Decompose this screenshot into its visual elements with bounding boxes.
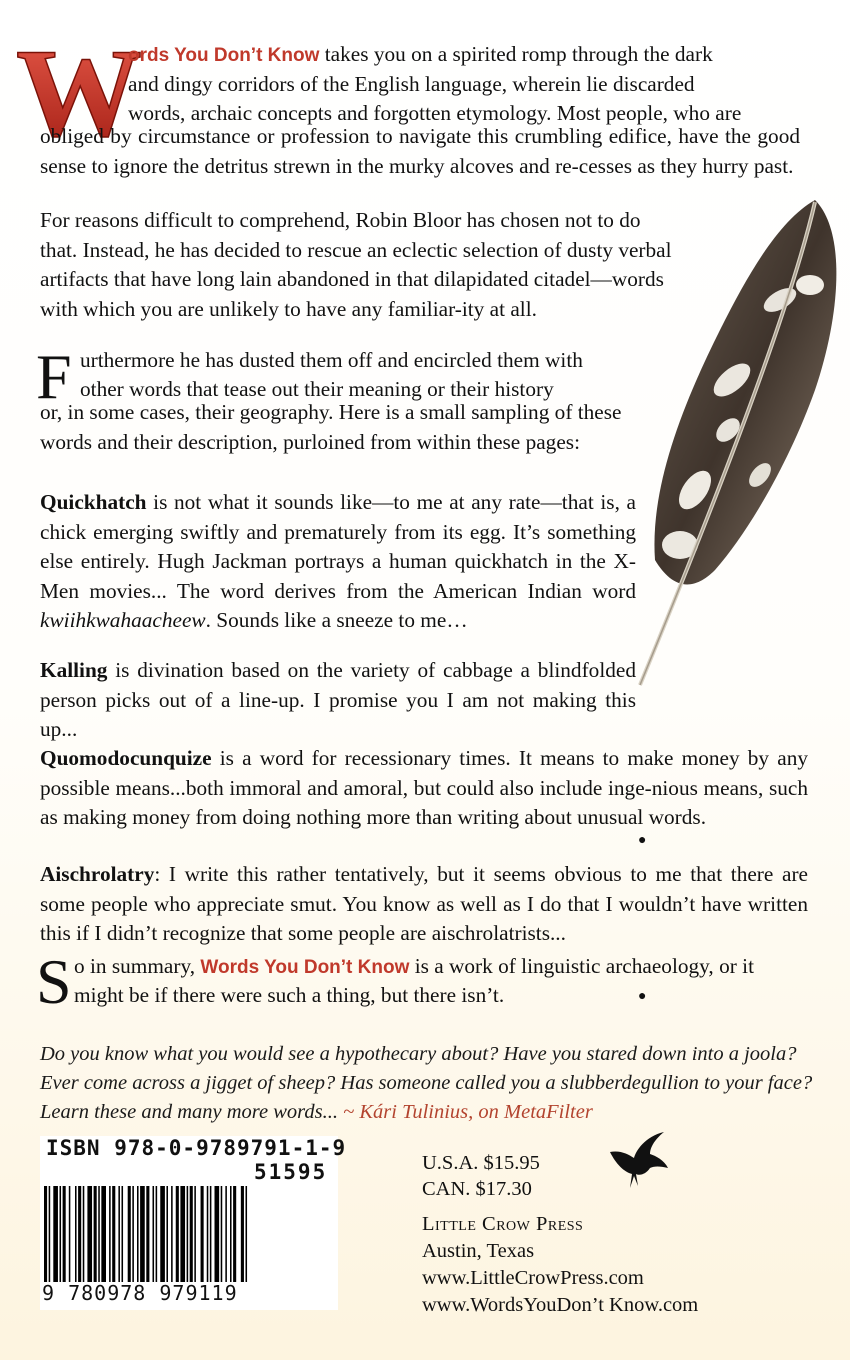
barcode-bar [241,1186,244,1282]
publisher-url[interactable]: www.LittleCrowPress.com [422,1267,644,1289]
summary-line-1: o in summary, Words You Don’t Know is a work of linguistic archaeology, or it [74,954,754,978]
para3-rest: or, in some cases, their geography. Here is a small sampling of these words and their description, purloined from within these pages: [40,400,622,454]
barcode-bar [210,1186,212,1282]
barcode-bar [98,1186,100,1282]
price-usa: U.S.A. $15.95 [422,1152,540,1174]
barcode-bar [190,1186,193,1282]
barcode-bar [146,1186,149,1282]
barcode-bar [156,1186,158,1282]
price-code: 51595 [254,1160,328,1184]
barcode-bar [132,1186,134,1282]
barcode-bar [49,1186,51,1282]
term-kalling: Kalling [40,658,108,682]
barcode-bars [40,1186,338,1286]
barcode-bar [176,1186,179,1282]
price-canada: CAN. $17.30 [422,1178,532,1200]
barcode-bar [118,1186,120,1282]
para3-line-1: urthermore he has dusted them off and encircled them with [80,348,583,372]
barcode-bar [215,1186,220,1282]
barcode-bar [233,1186,236,1282]
barcode-bar [63,1186,66,1282]
dropcap-f: F [36,341,72,412]
entry-quomodocunquize: Quomodocunquize is a word for recessionary times. It means to make money by any possible means...both immoral and amoral, but could also include inge-nious means, such as making money from doing nothing more than writing about unusual words. [40,746,808,830]
barcode-bar [246,1186,248,1282]
barcode-bar [53,1186,58,1282]
crow-logo-icon [606,1130,672,1192]
term-quomodocunquize: Quomodocunquize [40,746,212,770]
barcode-bar [44,1186,47,1282]
term-quickhatch: Quickhatch [40,490,147,514]
review-quote: Do you know what you would see a hypothecary about? Have you stared down into a joola? Ever come across a jigget of sheep? Has someone called you a slubberdegullion to your face? Learn these and many more words... ~ Kári Tulinius, on MetaFilter [40,1042,813,1123]
barcode-bar [69,1186,71,1282]
barcode-bar [187,1186,189,1282]
barcode-bar [180,1186,185,1282]
entry-aischrolatry: Aischrolatry: I write this rather tentatively, but it seems obvious to me that there are some people who appreciate smut. You know as well as I do that I wouldn’t have written this if I didn’t recognize that some people are aischrolatrists... [40,862,808,946]
term-aischrolatry: Aischrolatry [40,862,155,886]
ornament-drop-icon: ● [638,989,647,1004]
barcode-bar [153,1186,155,1282]
barcode-bar [194,1186,196,1282]
barcode-bar [112,1186,115,1282]
barcode-bar [75,1186,77,1282]
barcode-bar [207,1186,209,1282]
entry-quickhatch: Quickhatch is not what it sounds like—to me at any rate—that is, a chick emerging swiftly and prematurely from its egg. It’s something else entirely. Hugh Jackman portrays a human quickhatch in the X-Men movies... The word derives from the American Indian word kwiihkwahaacheew. Sounds like a sneeze to me… [40,490,636,633]
barcode-bar [101,1186,106,1282]
barcode-bar [60,1186,62,1282]
intro-line-3: words, archaic concepts and forgotten etymology. Most people, who are [128,101,742,125]
barcode-bar [128,1186,131,1282]
intro-line-1: ords You Don’t Know takes you on a spirited romp through the dark [128,42,713,66]
barcode-bar [160,1186,165,1282]
barcode-bar [94,1186,97,1282]
dropcap-s: S [36,946,72,1017]
barcode-bar [137,1186,139,1282]
barcode-bar [201,1186,204,1282]
barcode-bar [87,1186,92,1282]
summary-line-2: might be if there were such a thing, but there isn’t. [74,983,505,1007]
barcode-bar [140,1186,145,1282]
book-title-summary: Words You Don’t Know [200,957,410,978]
intro-rest: obliged by circumstance or profession to navigate this crumbling edifice, have the good sense to ignore the detritus strewn in the murky alcoves and re-cesses as they hurry past. [40,124,800,178]
barcode-bar [83,1186,85,1282]
barcode-bar [230,1186,232,1282]
feather-image [610,190,850,690]
publisher-city: Austin, Texas [422,1240,535,1262]
barcode-bar [166,1186,168,1282]
barcode-bar [109,1186,111,1282]
publisher-name: Little Crow Press [422,1213,584,1235]
ornament-drop-icon: ● [638,833,647,848]
paragraph-robin-bloor: For reasons difficult to comprehend, Robin Bloor has chosen not to do that. Instead, he has decided to rescue an eclectic selection of dusty verbal artifacts that have long lain abandoned in that dilapidated citadel—words with which you are unlikely to have any familiar-ity at all. [40,208,672,321]
para3-line-2: other words that tease out their meaning or their history [80,377,554,401]
svg-text:W: W [16,24,142,163]
intro-line-2: and dingy corridors of the English language, wherein lie discarded [128,72,695,96]
barcode-bar [171,1186,173,1282]
barcode-bar [122,1186,124,1282]
quote-attribution: ~ Kári Tulinius, on MetaFilter [343,1100,593,1123]
book-title: ords You Don’t Know [128,45,320,66]
isbn-label: ISBN 978-0-9789791-1-9 [46,1136,347,1160]
book-url[interactable]: www.WordsYouDon’t Know.com [422,1294,699,1316]
entry-kalling: Kalling is divination based on the variety of cabbage a blindfolded person picks out of a line-up. I promise you I am not making this up... [40,658,636,742]
barcode-bar [221,1186,223,1282]
barcode-bar [225,1186,227,1282]
barcode-digits: 9 780978 979119 [42,1281,238,1305]
barcode-bar [78,1186,81,1282]
